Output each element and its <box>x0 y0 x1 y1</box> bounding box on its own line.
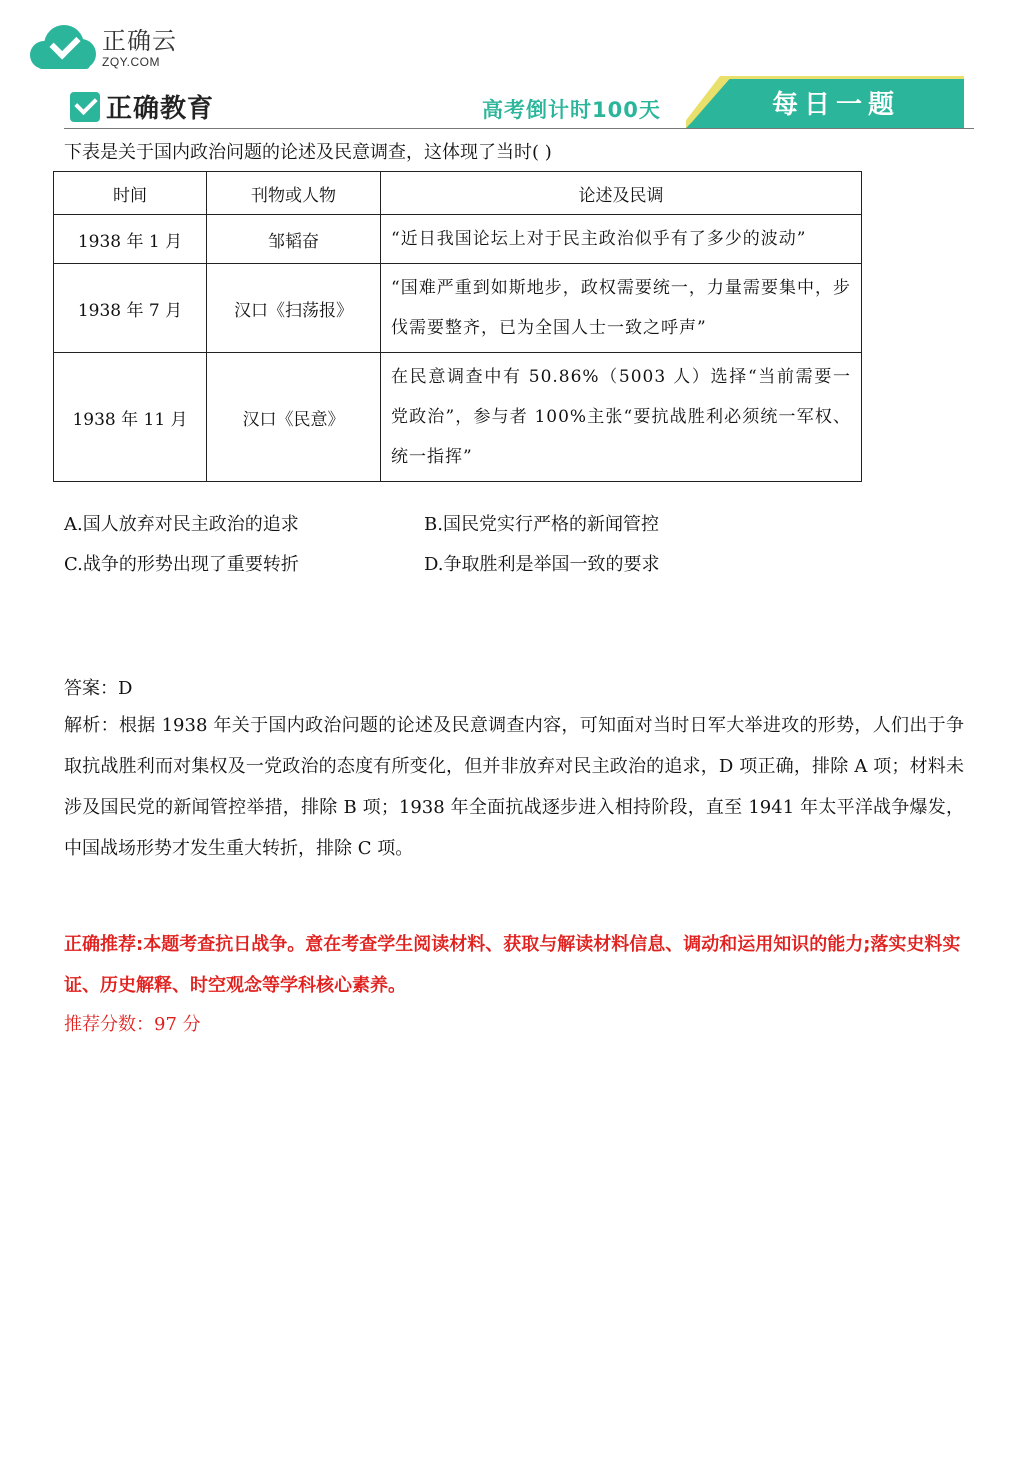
question-table <box>53 171 862 482</box>
row-content: “国难严重到如斯地步，政权需要统一，力量需要集中，步伐需要整齐，已为全国人士一致之呼声” <box>381 264 862 353</box>
option-a: A.国人放弃对民主政治的追求 <box>64 514 299 535</box>
edu-logo <box>70 88 214 125</box>
table-row <box>54 215 862 264</box>
banner-title: 每日一题 <box>772 90 901 120</box>
brand-name: 正确云 <box>102 26 177 55</box>
header-divider <box>64 128 974 129</box>
row-content: “近日我国论坛上对于民主政治似乎有了多少的波动” <box>381 215 862 264</box>
row-source: 汉口《民意》 <box>207 353 381 482</box>
row-source: 汉口《扫荡报》 <box>207 264 381 353</box>
question-stem: 下表是关于国内政治问题的论述及民意调查，这体现了当时( ) <box>64 142 552 163</box>
answer: 答案：D <box>64 678 133 699</box>
option-c: C.战争的形势出现了重要转折 <box>64 554 299 575</box>
checkbox-icon <box>70 92 100 122</box>
table-row <box>54 264 862 353</box>
edu-name: 正确教育 <box>106 94 215 124</box>
cloud-check-icon <box>30 25 96 71</box>
recommendation: 正确推荐:本题考查抗日战争。意在考查学生阅读材料、获取与解读材料信息、调动和运用知识的能力;落实史料实证、历史解释、时空观念等学科核心素养。 <box>64 934 961 996</box>
table-row <box>54 353 862 482</box>
header-bar <box>64 76 974 130</box>
option-b: B.国民党实行严格的新闻管控 <box>424 514 659 535</box>
header-content: 论述及民调 <box>381 172 862 215</box>
table-header-row <box>54 172 862 215</box>
row-content: 在民意调查中有 50.86%（5003 人）选择“当前需要一党政治”，参与者 100%主张“要抗战胜利必须统一军权、统一指挥” <box>381 353 862 482</box>
option-d: D.争取胜利是举国一致的要求 <box>424 554 660 575</box>
header-source: 刊物或人物 <box>207 172 381 215</box>
brand-domain: ZQY.COM <box>102 54 160 69</box>
row-source: 邹韬奋 <box>207 215 381 264</box>
header-time: 时间 <box>54 172 207 215</box>
analysis: 解析：根据 1938 年关于国内政治问题的论述及民意调查内容，可知面对当时日军大举进攻的形势，人们出于争取抗战胜利而对集权及一党政治的态度有所变化，但并非放弃对民主政治的追求，D 项正确，排除 A 项；材料未涉及国民党的新闻管控举措，排除 B 项；1938 年全面抗战逐步进入相持阶段，直至 1941 年太平洋战争爆发，中国战场形势才发生重大转折，排除 C 项。 <box>64 715 964 859</box>
row-time: 1938 年 7 月 <box>54 264 207 353</box>
countdown-text: 高考倒计时100天 <box>482 98 661 122</box>
zqy-logo <box>30 24 177 72</box>
row-time: 1938 年 11 月 <box>54 353 207 482</box>
score: 推荐分数：97 分 <box>64 1014 201 1035</box>
row-time: 1938 年 1 月 <box>54 215 207 264</box>
